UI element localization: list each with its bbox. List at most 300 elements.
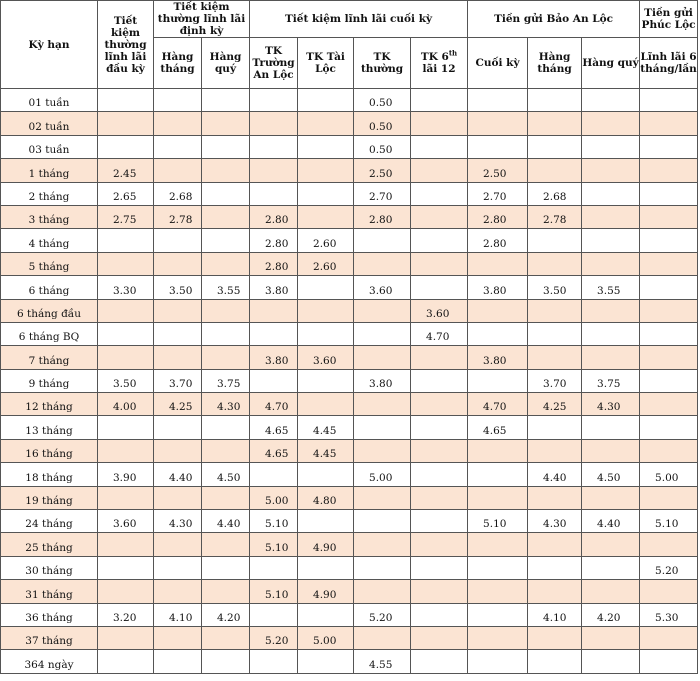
rate-cell: 5.00 <box>640 463 698 486</box>
rate-cell <box>411 182 468 205</box>
table-row <box>1 276 698 299</box>
rate-cell <box>98 229 154 252</box>
rate-cell <box>528 533 582 556</box>
rate-cell <box>640 89 698 112</box>
rate-cell <box>354 229 411 252</box>
rate-cell: 4.00 <box>98 393 154 416</box>
rate-cell: 4.70 <box>250 393 298 416</box>
rate-cell: 4.50 <box>202 463 250 486</box>
rate-cell <box>250 89 298 112</box>
term-cell: 25 tháng <box>1 533 98 556</box>
rate-cell <box>250 112 298 135</box>
rate-cell <box>468 439 528 462</box>
rate-cell <box>582 205 640 228</box>
term-cell: 13 tháng <box>1 416 98 439</box>
rate-cell <box>582 322 640 345</box>
rate-cell <box>98 299 154 322</box>
rate-cell <box>411 346 468 369</box>
rate-cell <box>468 626 528 649</box>
rate-cell <box>582 533 640 556</box>
rate-cell: 3.60 <box>98 510 154 533</box>
rate-cell: 3.55 <box>582 276 640 299</box>
rate-cell: 4.10 <box>528 603 582 626</box>
header-bal-quarterly: Hàng quý <box>582 38 640 89</box>
rate-cell: 4.40 <box>202 510 250 533</box>
table-header <box>1 1 698 89</box>
rate-cell <box>98 580 154 603</box>
rate-cell: 4.80 <box>298 486 354 509</box>
term-cell: 4 tháng <box>1 229 98 252</box>
term-cell: 12 tháng <box>1 393 98 416</box>
term-cell: 6 tháng BQ <box>1 322 98 345</box>
rate-cell <box>250 369 298 392</box>
rate-cell: 3.60 <box>354 276 411 299</box>
rate-cell <box>298 112 354 135</box>
header-periodic-quarterly: Hàng quý <box>202 38 250 89</box>
rate-cell <box>250 556 298 579</box>
term-cell: 37 tháng <box>1 626 98 649</box>
rate-cell <box>154 346 202 369</box>
table-row <box>1 369 698 392</box>
rate-cell <box>154 135 202 158</box>
rate-cell <box>154 229 202 252</box>
rate-cell <box>202 439 250 462</box>
rate-cell <box>354 322 411 345</box>
rate-cell: 4.30 <box>202 393 250 416</box>
rate-cell <box>154 533 202 556</box>
rate-cell <box>640 626 698 649</box>
table-row <box>1 580 698 603</box>
rate-cell: 3.30 <box>98 276 154 299</box>
rate-cell <box>98 322 154 345</box>
header-tk-truong-an-loc: TK Trường An Lộc <box>250 38 298 89</box>
rate-cell: 3.80 <box>250 276 298 299</box>
rate-cell <box>202 135 250 158</box>
rate-cell <box>468 252 528 275</box>
rate-cell: 0.50 <box>354 135 411 158</box>
rate-cell <box>250 603 298 626</box>
table-row <box>1 322 698 345</box>
rate-cell <box>98 626 154 649</box>
rate-cell <box>98 89 154 112</box>
rate-cell: 3.60 <box>411 299 468 322</box>
rate-cell <box>582 182 640 205</box>
rate-cell <box>528 439 582 462</box>
rate-cell <box>154 580 202 603</box>
rate-cell <box>202 556 250 579</box>
table-row <box>1 416 698 439</box>
rate-cell: 3.50 <box>528 276 582 299</box>
rate-cell <box>298 322 354 345</box>
rate-cell <box>582 580 640 603</box>
rate-cell <box>202 252 250 275</box>
rate-cell <box>411 533 468 556</box>
rate-cell <box>468 556 528 579</box>
rate-cell <box>154 439 202 462</box>
table-row <box>1 626 698 649</box>
rate-cell <box>411 439 468 462</box>
rate-cell <box>468 580 528 603</box>
rate-cell <box>640 393 698 416</box>
rate-cell <box>582 650 640 673</box>
rate-cell: 2.68 <box>154 182 202 205</box>
term-cell: 36 tháng <box>1 603 98 626</box>
header-periodic-monthly: Hàng tháng <box>154 38 202 89</box>
rate-cell <box>582 229 640 252</box>
rate-cell <box>202 650 250 673</box>
rate-cell <box>468 135 528 158</box>
rate-cell <box>202 205 250 228</box>
rate-cell <box>354 556 411 579</box>
rate-cell <box>411 369 468 392</box>
rate-cell <box>202 416 250 439</box>
rate-cell: 4.30 <box>582 393 640 416</box>
rate-cell: 4.10 <box>154 603 202 626</box>
rate-cell: 4.65 <box>250 439 298 462</box>
tk6-main: TK 6 <box>420 51 449 63</box>
rate-cell <box>582 89 640 112</box>
rate-cell <box>202 580 250 603</box>
rate-cell: 4.30 <box>154 510 202 533</box>
tk6-sup: th <box>448 48 458 58</box>
header-bal-end-of-term: Cuối kỳ <box>468 38 528 89</box>
rate-cell <box>582 486 640 509</box>
term-cell: 19 tháng <box>1 486 98 509</box>
rate-cell <box>298 650 354 673</box>
rate-cell: 3.75 <box>582 369 640 392</box>
table-row <box>1 159 698 182</box>
rate-cell <box>528 229 582 252</box>
rate-cell <box>354 626 411 649</box>
term-cell: 16 tháng <box>1 439 98 462</box>
rate-cell <box>411 159 468 182</box>
header-tk-thuong: TK thường <box>354 38 411 89</box>
rate-cell: 3.20 <box>98 603 154 626</box>
table-row <box>1 229 698 252</box>
rate-cell <box>640 369 698 392</box>
term-cell: 6 tháng đầu <box>1 299 98 322</box>
table-row <box>1 486 698 509</box>
rate-cell: 3.50 <box>154 276 202 299</box>
rate-cell: 4.25 <box>154 393 202 416</box>
rate-cell <box>468 299 528 322</box>
rate-cell <box>582 626 640 649</box>
rate-cell: 5.00 <box>250 486 298 509</box>
rate-cell <box>298 89 354 112</box>
header-end-of-term: Tiết kiệm lĩnh lãi cuối kỳ <box>250 1 468 38</box>
rate-cell <box>354 346 411 369</box>
rate-cell <box>640 276 698 299</box>
table-row <box>1 205 698 228</box>
term-cell: 03 tuần <box>1 135 98 158</box>
rate-cell <box>202 89 250 112</box>
rate-cell <box>411 463 468 486</box>
rate-cell: 3.55 <box>202 276 250 299</box>
rate-cell <box>411 416 468 439</box>
rate-cell <box>411 252 468 275</box>
rate-cell <box>202 112 250 135</box>
rate-cell: 4.70 <box>468 393 528 416</box>
rate-cell: 2.80 <box>468 205 528 228</box>
rate-cell <box>250 182 298 205</box>
rate-cell: 2.75 <box>98 205 154 228</box>
rate-cell <box>640 182 698 205</box>
rate-cell <box>202 533 250 556</box>
rate-cell: 5.00 <box>298 626 354 649</box>
rate-cell: 3.80 <box>468 346 528 369</box>
rate-cell <box>640 533 698 556</box>
table-row <box>1 182 698 205</box>
rate-cell <box>582 135 640 158</box>
rate-cell: 5.20 <box>354 603 411 626</box>
rate-cell <box>154 486 202 509</box>
rate-cell <box>98 416 154 439</box>
rate-cell <box>250 463 298 486</box>
term-cell: 30 tháng <box>1 556 98 579</box>
term-cell: 9 tháng <box>1 369 98 392</box>
table-row <box>1 463 698 486</box>
rate-cell <box>582 252 640 275</box>
rate-cell: 4.65 <box>468 416 528 439</box>
rate-cell <box>98 556 154 579</box>
rate-cell <box>582 299 640 322</box>
rate-cell <box>640 486 698 509</box>
rate-cell: 2.70 <box>354 182 411 205</box>
rate-cell <box>250 159 298 182</box>
table-row <box>1 252 698 275</box>
rate-cell: 4.90 <box>298 580 354 603</box>
rate-cell: 4.30 <box>528 510 582 533</box>
rate-cell: 3.80 <box>250 346 298 369</box>
rate-cell <box>298 182 354 205</box>
term-cell: 7 tháng <box>1 346 98 369</box>
table-row <box>1 533 698 556</box>
rate-cell: 3.90 <box>98 463 154 486</box>
rate-cell: 5.20 <box>250 626 298 649</box>
rate-cell <box>354 252 411 275</box>
header-tk-tai-loc: TK Tài Lộc <box>298 38 354 89</box>
table-row <box>1 299 698 322</box>
rate-cell <box>154 252 202 275</box>
rate-cell: 5.20 <box>640 556 698 579</box>
rate-cell <box>154 626 202 649</box>
rate-cell <box>154 556 202 579</box>
rate-cell <box>582 556 640 579</box>
rate-cell <box>354 510 411 533</box>
rate-cell <box>298 393 354 416</box>
rate-cell: 5.30 <box>640 603 698 626</box>
term-cell: 31 tháng <box>1 580 98 603</box>
rate-cell <box>354 533 411 556</box>
rate-cell <box>354 580 411 603</box>
rate-cell <box>528 580 582 603</box>
rate-cell: 4.45 <box>298 416 354 439</box>
rate-cell <box>582 346 640 369</box>
rate-cell <box>528 299 582 322</box>
rate-cell: 5.10 <box>468 510 528 533</box>
rate-cell <box>640 650 698 673</box>
header-regular-upfront: Tiết kiệm thường lĩnh lãi đầu kỳ <box>98 1 154 89</box>
header-term: Kỳ hạn <box>1 1 98 89</box>
rate-cell <box>250 650 298 673</box>
rate-cell: 2.60 <box>298 229 354 252</box>
rate-cell <box>98 650 154 673</box>
rate-cell <box>528 556 582 579</box>
rate-cell: 2.80 <box>250 229 298 252</box>
table-row <box>1 89 698 112</box>
rate-cell <box>298 205 354 228</box>
rate-cell <box>98 252 154 275</box>
rate-cell <box>250 135 298 158</box>
term-cell: 24 tháng <box>1 510 98 533</box>
rate-cell: 2.80 <box>354 205 411 228</box>
rate-cell: 4.20 <box>202 603 250 626</box>
table-row <box>1 510 698 533</box>
rate-cell <box>640 252 698 275</box>
rate-cell: 4.70 <box>411 322 468 345</box>
rate-cell: 4.40 <box>528 463 582 486</box>
header-phuc-loc-interest: Lĩnh lãi 6 tháng/lần <box>640 38 698 89</box>
table-row <box>1 346 698 369</box>
rate-cell: 4.20 <box>582 603 640 626</box>
rate-cell <box>468 533 528 556</box>
rate-cell <box>411 89 468 112</box>
rate-cell <box>298 369 354 392</box>
rate-cell: 0.50 <box>354 89 411 112</box>
rate-cell: 2.80 <box>250 252 298 275</box>
rate-cell <box>411 603 468 626</box>
rate-cell: 4.40 <box>154 463 202 486</box>
rate-cell <box>354 393 411 416</box>
rate-cell <box>202 182 250 205</box>
rate-cell <box>298 603 354 626</box>
rate-cell <box>468 112 528 135</box>
header-bao-an-loc: Tiền gửi Bảo An Lộc <box>468 1 640 38</box>
rate-cell: 3.80 <box>354 369 411 392</box>
rate-cell: 2.45 <box>98 159 154 182</box>
rate-cell <box>98 533 154 556</box>
rate-cell <box>250 322 298 345</box>
rate-cell <box>202 346 250 369</box>
rate-cell <box>98 439 154 462</box>
rate-cell: 2.70 <box>468 182 528 205</box>
rate-cell: 3.70 <box>528 369 582 392</box>
term-cell: 2 tháng <box>1 182 98 205</box>
rate-cell <box>582 439 640 462</box>
table-row <box>1 112 698 135</box>
tk6-rest: lãi 12 <box>422 63 456 75</box>
rate-cell <box>640 159 698 182</box>
rate-cell: 3.60 <box>298 346 354 369</box>
rate-cell <box>640 322 698 345</box>
rate-cell <box>202 322 250 345</box>
rate-cell <box>98 346 154 369</box>
rate-cell: 4.90 <box>298 533 354 556</box>
rate-cell: 5.10 <box>250 533 298 556</box>
rate-cell <box>154 112 202 135</box>
rate-cell <box>640 229 698 252</box>
rate-cell <box>411 276 468 299</box>
header-tk6-lai12 <box>411 38 468 89</box>
header-regular-periodic: Tiết kiệm thường lĩnh lãi định kỳ <box>154 1 250 38</box>
rate-cell <box>298 510 354 533</box>
rate-cell <box>298 276 354 299</box>
rate-cell <box>468 463 528 486</box>
rate-cell <box>468 322 528 345</box>
rate-cell: 2.78 <box>528 205 582 228</box>
rate-cell <box>298 299 354 322</box>
rate-cell <box>154 159 202 182</box>
rate-cell <box>98 486 154 509</box>
rate-cell: 4.40 <box>582 510 640 533</box>
rate-cell <box>298 135 354 158</box>
rate-cell <box>411 510 468 533</box>
rate-cell <box>640 299 698 322</box>
rate-cell <box>354 439 411 462</box>
rate-cell <box>528 650 582 673</box>
term-cell: 1 tháng <box>1 159 98 182</box>
rate-cell <box>468 369 528 392</box>
rate-cell: 5.10 <box>640 510 698 533</box>
rate-cell <box>411 205 468 228</box>
rate-cell <box>468 603 528 626</box>
rate-cell <box>411 229 468 252</box>
rate-cell <box>154 416 202 439</box>
rate-cell <box>354 416 411 439</box>
rate-cell <box>354 486 411 509</box>
term-cell: 364 ngày <box>1 650 98 673</box>
rate-cell <box>640 112 698 135</box>
rate-cell <box>640 439 698 462</box>
rate-cell: 2.80 <box>250 205 298 228</box>
term-cell: 6 tháng <box>1 276 98 299</box>
table-row <box>1 556 698 579</box>
rate-cell <box>411 393 468 416</box>
term-cell: 02 tuần <box>1 112 98 135</box>
rate-cell <box>528 486 582 509</box>
rate-cell <box>411 626 468 649</box>
rate-cell: 2.68 <box>528 182 582 205</box>
rate-cell <box>202 159 250 182</box>
rate-cell <box>202 486 250 509</box>
rate-cell: 4.25 <box>528 393 582 416</box>
rate-cell <box>582 416 640 439</box>
rate-cell <box>528 89 582 112</box>
rate-cell <box>528 322 582 345</box>
rate-cell: 2.80 <box>468 229 528 252</box>
rate-cell: 2.65 <box>98 182 154 205</box>
rate-cell: 2.78 <box>154 205 202 228</box>
rate-cell <box>468 650 528 673</box>
rate-cell <box>411 486 468 509</box>
table-row <box>1 393 698 416</box>
header-phuc-loc: Tiền gửi Phúc Lộc <box>640 1 698 38</box>
rate-cell <box>582 112 640 135</box>
rate-cell: 4.45 <box>298 439 354 462</box>
term-cell: 3 tháng <box>1 205 98 228</box>
rate-cell: 3.80 <box>468 276 528 299</box>
rate-cell <box>202 626 250 649</box>
rate-cell: 0.50 <box>354 112 411 135</box>
rate-cell <box>640 416 698 439</box>
table-row <box>1 135 698 158</box>
rate-cell <box>468 486 528 509</box>
rate-cell <box>468 89 528 112</box>
rate-cell: 4.65 <box>250 416 298 439</box>
rate-cell <box>154 650 202 673</box>
rate-cell <box>298 159 354 182</box>
rate-cell: 2.60 <box>298 252 354 275</box>
